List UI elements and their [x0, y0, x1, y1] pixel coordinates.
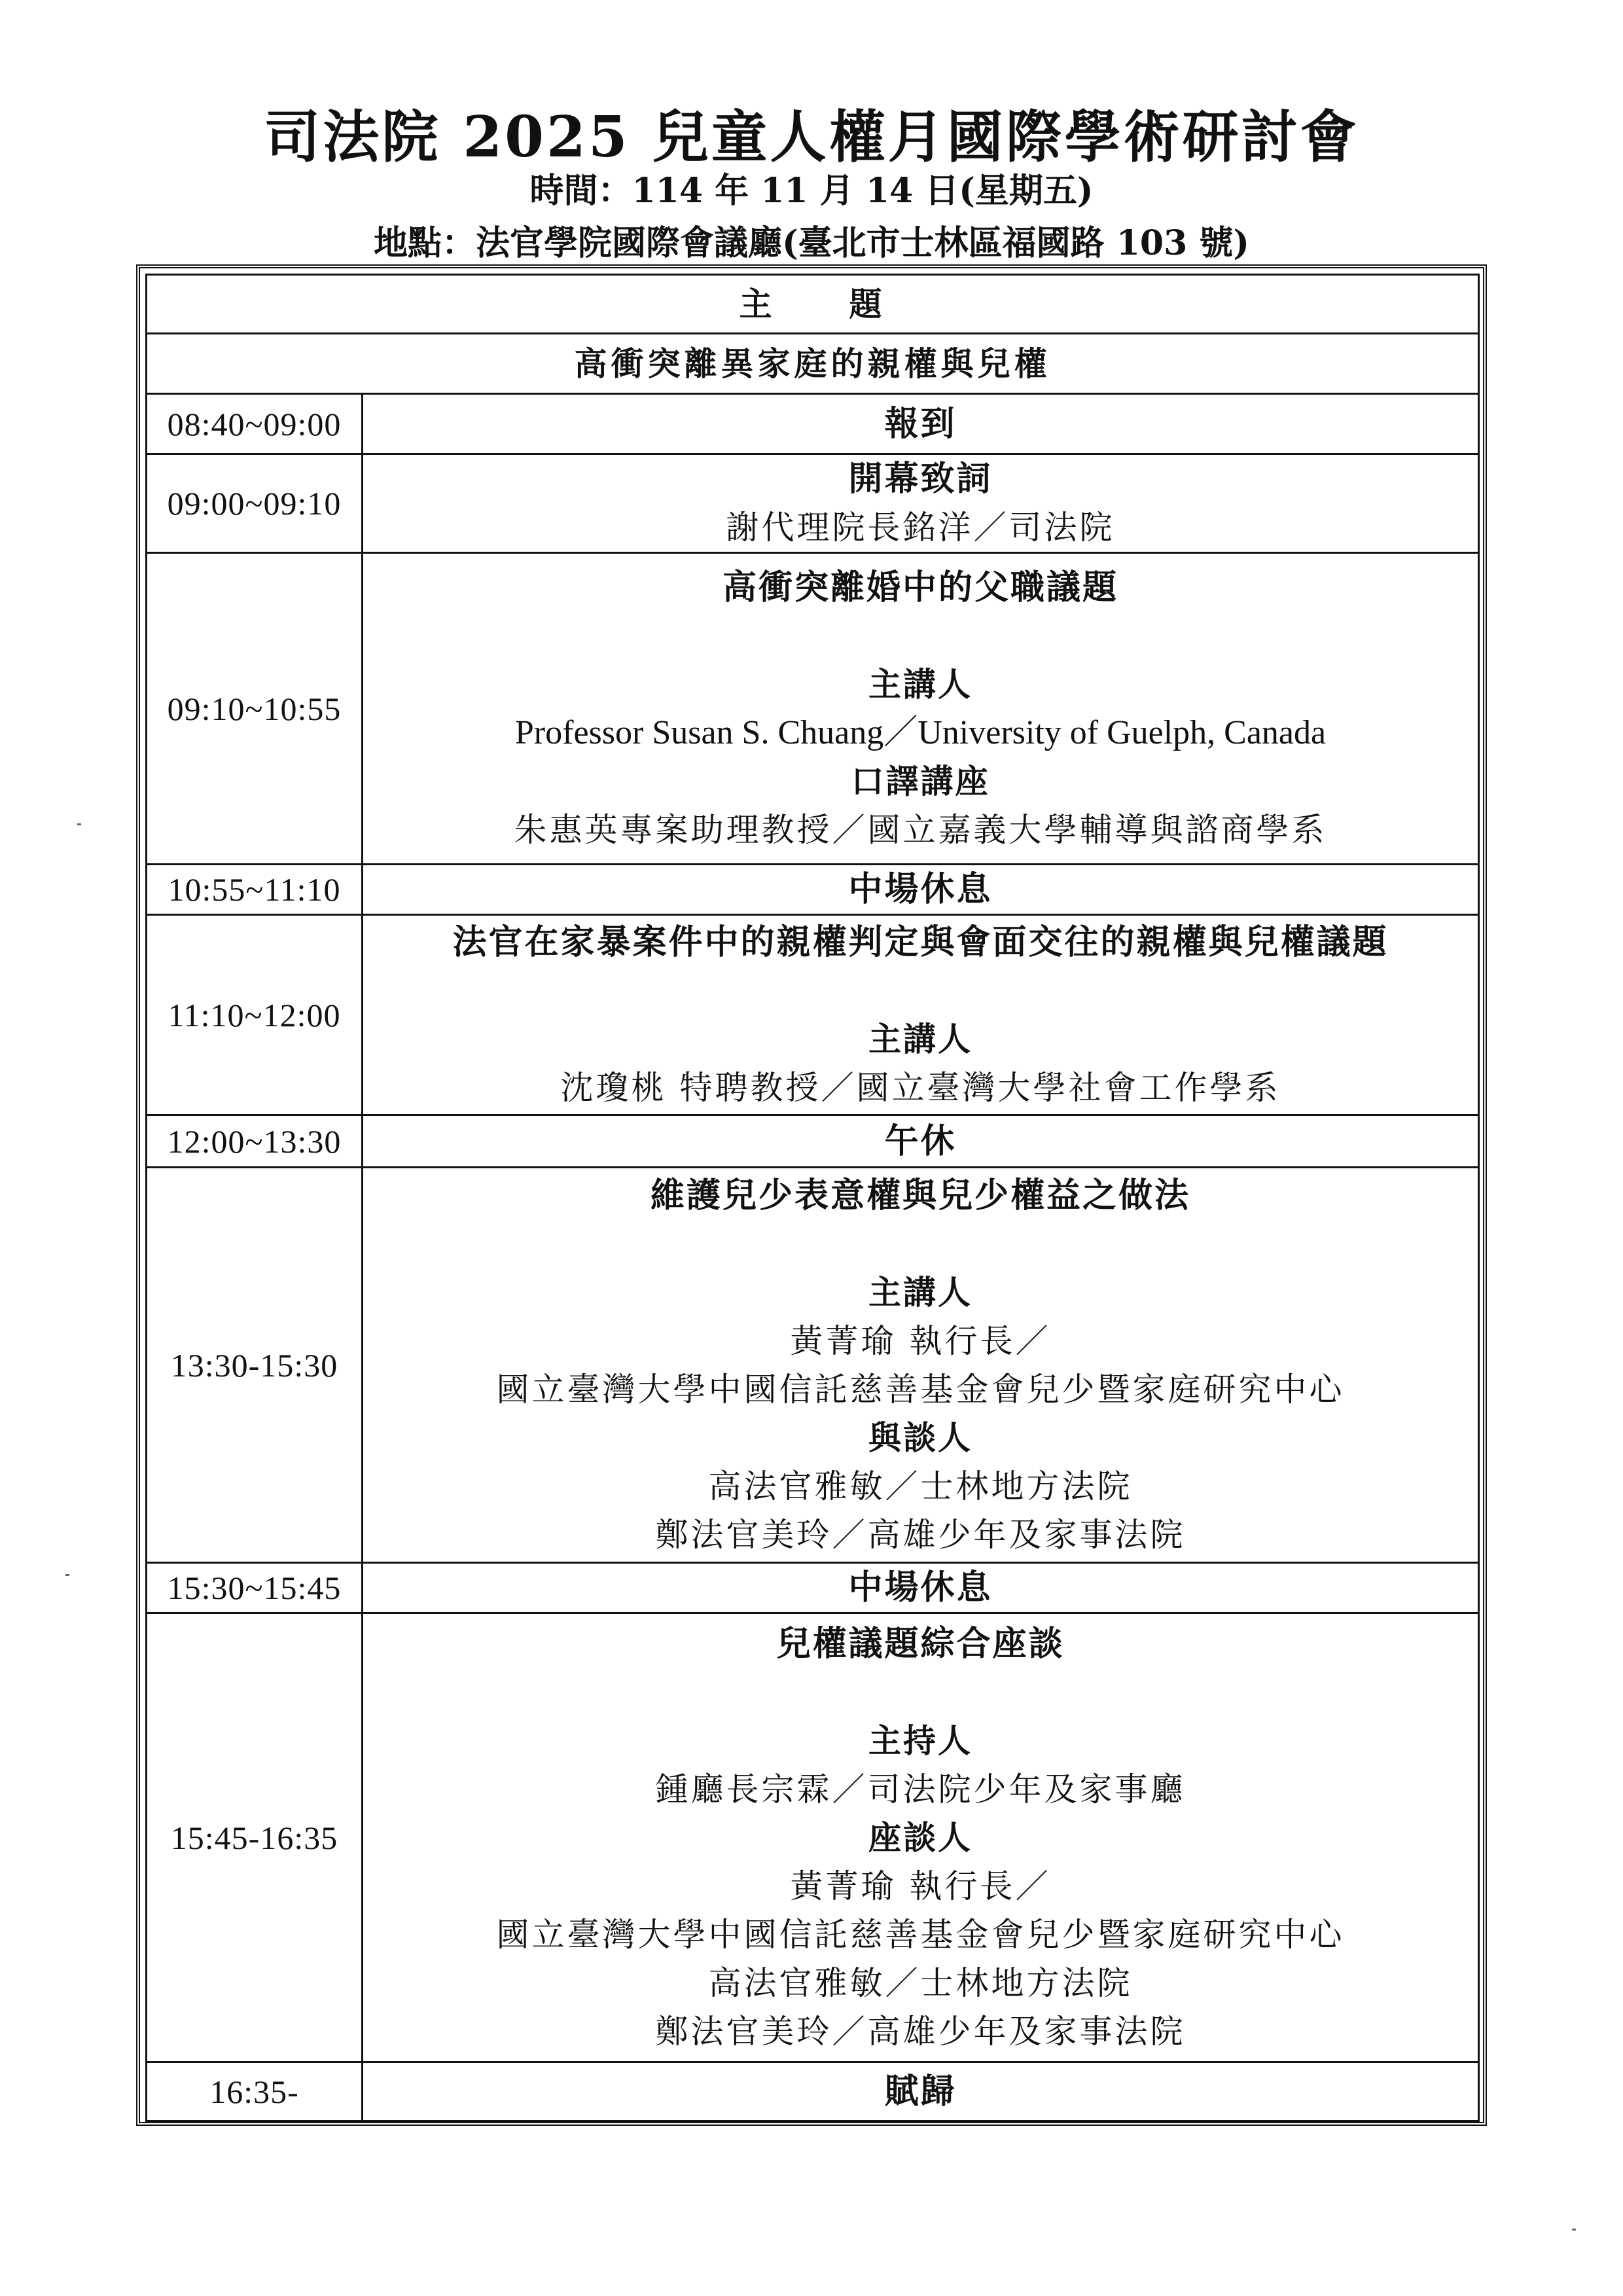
spacer	[363, 1668, 1478, 1717]
table-row	[147, 2062, 1479, 2121]
session-title: 高衝突離婚中的父職議題	[722, 567, 1118, 607]
theme-label: 高衝突離異家庭的親權與兒權	[147, 334, 1479, 394]
session-panelist: 鄭法官美玲／高雄少年及家事法院	[655, 2012, 1186, 2051]
session-title: 午休	[884, 1121, 957, 1161]
session-panelist: 高法官雅敏／士林地方法院	[708, 1467, 1133, 1505]
session-time: 16:35-	[147, 2062, 363, 2121]
scan-speck	[65, 1574, 69, 1576]
session-content	[363, 1613, 1479, 2062]
session-title: 開幕致詞	[848, 459, 993, 499]
session-speaker: Professor Susan S. Chuang／University of Guelph, Canada	[514, 713, 1327, 751]
session-time: 11:10~12:00	[147, 915, 363, 1115]
table-row	[147, 915, 1479, 1115]
scan-speck	[77, 823, 81, 825]
session-content	[363, 394, 1479, 454]
table-heading-label: 主 題	[147, 275, 1479, 334]
session-content	[363, 1563, 1479, 1613]
table-row	[147, 1115, 1479, 1168]
session-time: 12:00~13:30	[147, 1115, 363, 1168]
session-title: 中場休息	[848, 1568, 993, 1607]
speaker-role-label: 主講人	[868, 1019, 972, 1058]
session-time: 09:00~09:10	[147, 454, 363, 553]
table-row	[147, 865, 1479, 915]
session-panelist: 鄭法官美玲／高雄少年及家事法院	[655, 1515, 1186, 1554]
table-row	[147, 454, 1479, 553]
session-panelist: 黃菁瑜 執行長／	[790, 1867, 1051, 1905]
session-time: 09:10~10:55	[147, 553, 363, 865]
session-content	[363, 1168, 1479, 1563]
session-content	[363, 865, 1479, 915]
session-panelist: 高法官雅敏／士林地方法院	[708, 1964, 1133, 2002]
session-title: 報到	[884, 403, 957, 444]
session-time: 08:40~09:00	[147, 394, 363, 454]
spacer	[363, 967, 1478, 1015]
speaker-role-label: 主講人	[868, 1272, 972, 1312]
session-speaker: 沈瓊桃 特聘教授／國立臺灣大學社會工作學系	[560, 1068, 1281, 1107]
session-moderator: 鍾廳長宗霖／司法院少年及家事廳	[655, 1770, 1186, 1808]
panelist-role-label: 與談人	[868, 1418, 972, 1457]
session-title: 維護兒少表意權與兒少權益之做法	[650, 1175, 1190, 1215]
event-date: 時間：114 年 11 月 14 日(星期五)	[529, 171, 1094, 211]
session-title: 法官在家暴案件中的親權判定與會面交往的親權與兒權議題	[452, 922, 1389, 962]
session-speaker: 黃菁瑜 執行長／	[790, 1321, 1051, 1360]
session-content	[363, 1115, 1479, 1168]
session-content	[363, 553, 1479, 865]
session-panelist-affiliation: 國立臺灣大學中國信託慈善基金會兒少暨家庭研究中心	[496, 1915, 1345, 1954]
page-title: 司法院 2025 兒童人權月國際學術研討會	[264, 104, 1359, 170]
spacer	[363, 1220, 1478, 1268]
theme-row	[147, 334, 1479, 394]
agenda-table	[145, 274, 1480, 2122]
panelist-role-label: 座談人	[868, 1818, 972, 1857]
table-row	[147, 1613, 1479, 2062]
table-row	[147, 1563, 1479, 1613]
session-content	[363, 454, 1479, 553]
session-time: 13:30-15:30	[147, 1168, 363, 1563]
event-venue: 地點：法官學院國際會議廳(臺北市士林區福國路 103 號)	[374, 223, 1249, 263]
session-content	[363, 915, 1479, 1115]
moderator-role-label: 主持人	[868, 1721, 972, 1760]
speaker-role-label: 主講人	[868, 664, 972, 704]
session-title: 兒權議題綜合座談	[776, 1623, 1065, 1664]
spacer	[363, 612, 1478, 660]
interpreter-role-label: 口譯講座	[851, 761, 990, 800]
session-speaker-affiliation: 國立臺灣大學中國信託慈善基金會兒少暨家庭研究中心	[496, 1370, 1345, 1408]
session-content	[363, 2062, 1479, 2121]
table-row	[147, 553, 1479, 865]
table-row	[147, 1168, 1479, 1563]
session-title: 中場休息	[848, 869, 993, 909]
session-title: 賦歸	[884, 2071, 957, 2111]
session-time: 15:30~15:45	[147, 1563, 363, 1613]
session-time: 10:55~11:10	[147, 865, 363, 915]
session-time: 15:45-16:35	[147, 1613, 363, 2062]
scan-speck	[1572, 2229, 1576, 2231]
table-heading-row	[147, 275, 1479, 334]
table-row	[147, 394, 1479, 454]
session-interpreter: 朱惠英專案助理教授／國立嘉義大學輔導與諮商學系	[514, 810, 1327, 849]
session-speaker: 謝代理院長銘洋／司法院	[726, 509, 1115, 547]
